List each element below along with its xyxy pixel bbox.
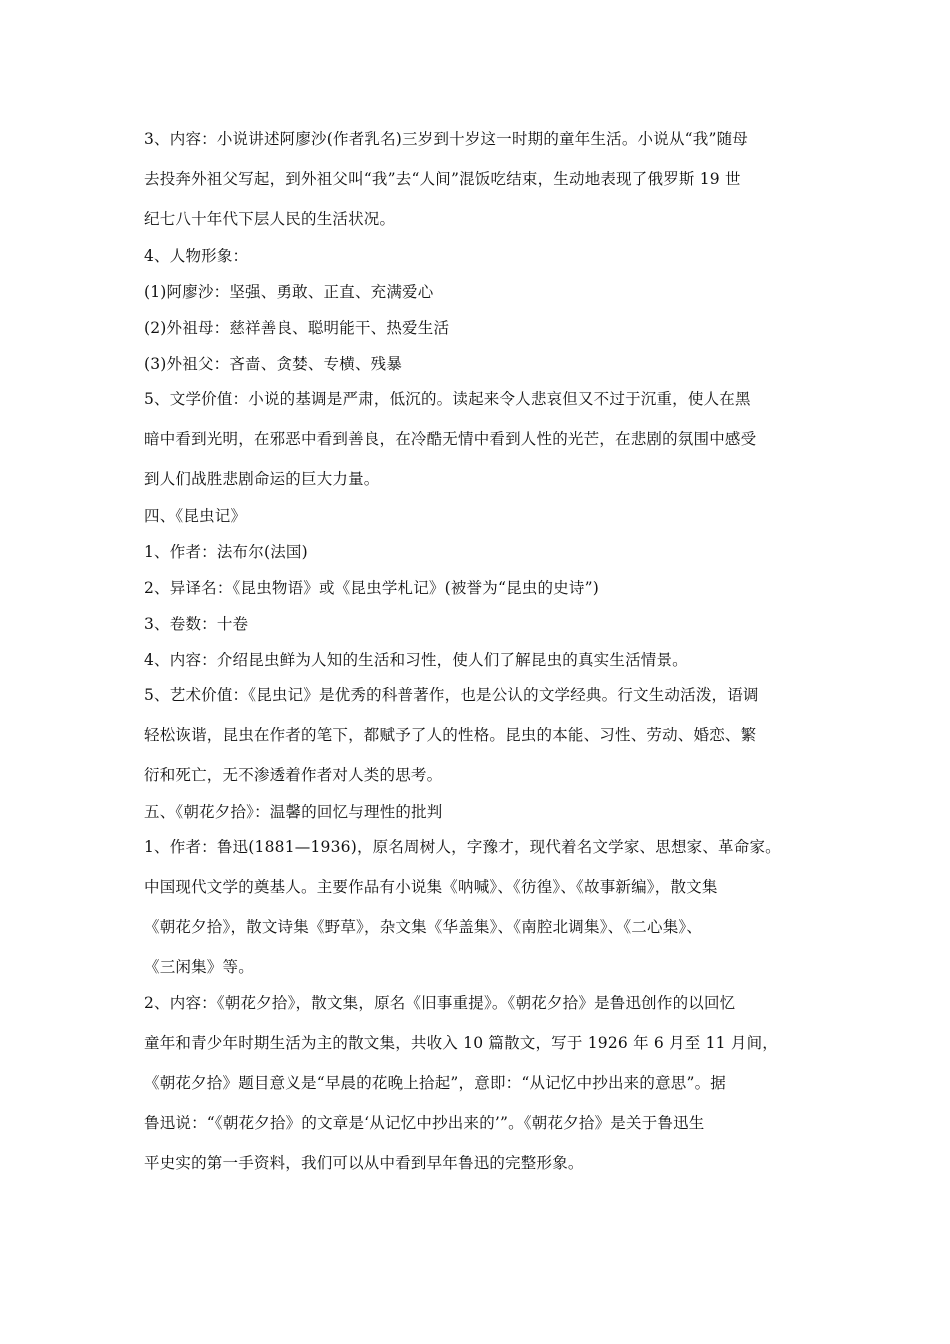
list-item-grandfather: (3)外祖父：吝啬、贪婪、专横、残暴 — [144, 355, 403, 373]
insects-author: 1、作者：法布尔(法国) — [144, 543, 308, 561]
text-line: 鲁迅说：“《朝花夕拾》的文章是‘从记忆中抄出来的’”。《朝花夕拾》是关于鲁迅生 — [144, 1114, 705, 1132]
list-item-aliosha: (1)阿廖沙：坚强、勇敢、正直、充满爱心 — [144, 283, 434, 301]
text-line: 1、作者：鲁迅(1881—1936)，原名周树人，字豫才，现代着名文学家、思想家、革命家。 — [144, 838, 781, 856]
text-line: 暗中看到光明，在邪恶中看到善良，在冷酷无情中看到人性的光芒，在悲剧的氛围中感受 — [144, 430, 757, 448]
text-line: 纪七八十年代下层人民的生活状况。 — [144, 210, 396, 228]
text-line: 5、艺术价值：《昆虫记》是优秀的科普著作，也是公认的文学经典。行文生动活泼，语调 — [144, 686, 759, 704]
document-body — [144, 122, 814, 1182]
paragraph-insects-art-value — [144, 678, 814, 794]
heading-characters: 4、人物形象： — [144, 247, 249, 265]
section-heading-insects: 四、《昆虫记》 — [144, 507, 247, 525]
text-line: 轻松诙谐，昆虫在作者的笔下，都赋予了人的性格。昆虫的本能、习性、劳动、婚恋、繁 — [144, 726, 757, 744]
insects-volumes: 3、卷数：十卷 — [144, 615, 249, 633]
paragraph-dawn-blossoms-content — [144, 986, 814, 1182]
text-line: 平史实的第一手资料，我们可以从中看到早年鲁迅的完整形象。 — [144, 1154, 584, 1172]
text-line: 2、内容：《朝花夕拾》，散文集，原名《旧事重提》。《朝花夕拾》是鲁迅创作的以回忆 — [144, 994, 736, 1012]
insects-content: 4、内容：介绍昆虫鲜为人知的生活和习性，使人们了解昆虫的真实生活情景。 — [144, 651, 688, 669]
text-line: 《朝花夕拾》，散文诗集《野草》，杂文集《华盖集》、《南腔北调集》、《二心集》、 — [144, 918, 703, 936]
text-line: 5、文学价值：小说的基调是严肃，低沉的。读起来令人悲哀但又不过于沉重，使人在黑 — [144, 390, 751, 408]
insects-alt-names: 2、异译名：《昆虫物语》或《昆虫学札记》(被誉为“昆虫的史诗”) — [144, 579, 599, 597]
paragraph-luxun-author — [144, 830, 814, 986]
text-line: 去投奔外祖父写起，到外祖父叫“我”去“人间”混饭吃结束，生动地表现了俄罗斯 19 世 — [144, 170, 741, 188]
text-line: 3、内容：小说讲述阿廖沙(作者乳名)三岁到十岁这一时期的童年生活。小说从“我”随母 — [144, 130, 749, 148]
section-heading-dawn-blossoms: 五、《朝花夕拾》：温馨的回忆与理性的批判 — [144, 803, 443, 821]
paragraph-content-childhood — [144, 122, 814, 238]
text-line: 中国现代文学的奠基人。主要作品有小说集《呐喊》、《彷徨》、《故事新编》，散文集 — [144, 878, 718, 896]
list-item-grandmother: (2)外祖母：慈祥善良、聪明能干、热爱生活 — [144, 319, 450, 337]
text-line: 《三闲集》等。 — [144, 958, 254, 976]
text-line: 到人们战胜悲剧命运的巨大力量。 — [144, 470, 380, 488]
text-line: 童年和青少年时期生活为主的散文集，共收入 10 篇散文，写于 1926 年 6 月至 11 月间， — [144, 1034, 778, 1052]
paragraph-literary-value — [144, 382, 814, 498]
text-line: 《朝花夕拾》题目意义是“早晨的花晚上拾起”，意即：“从记忆中抄出来的意思”。据 — [144, 1074, 726, 1092]
text-line: 衍和死亡，无不渗透着作者对人类的思考。 — [144, 766, 443, 784]
